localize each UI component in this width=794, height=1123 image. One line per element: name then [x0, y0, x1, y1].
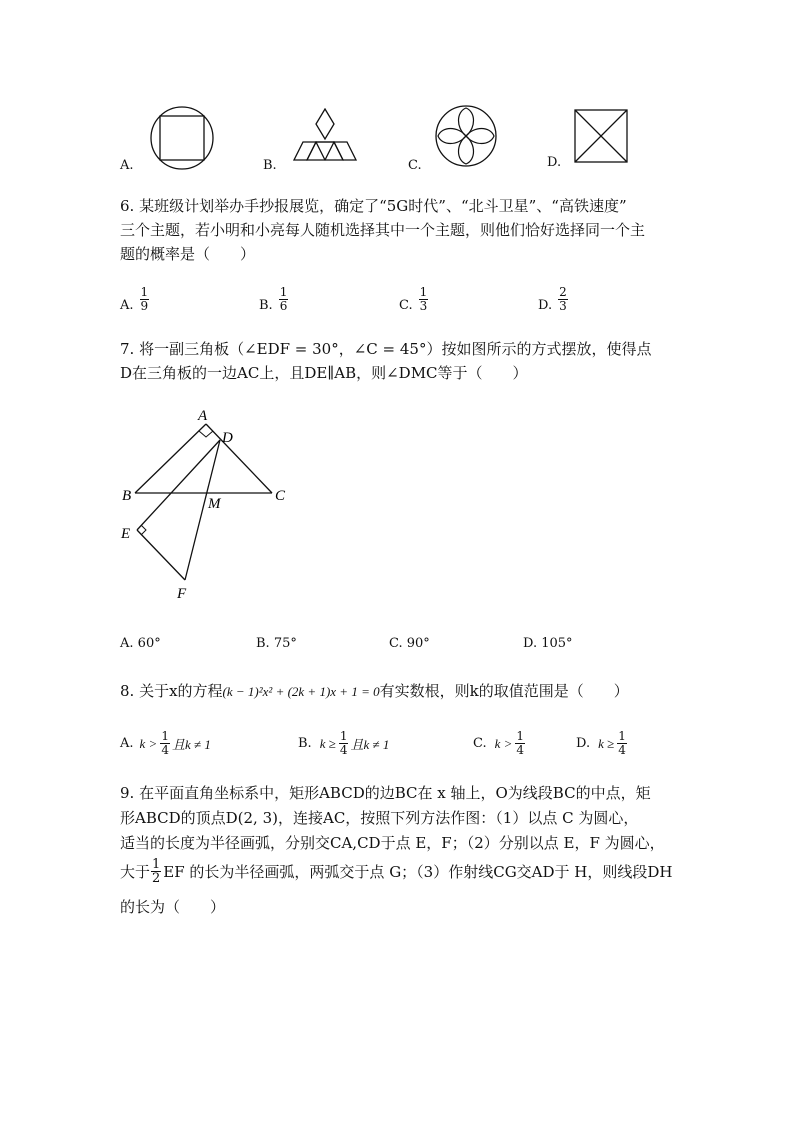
q6-line-2: 三个主题，若小明和小亮每人随机选择其中一个主题，则他们恰好选择同一个主 [120, 221, 646, 239]
label-b: B [122, 488, 132, 504]
q6-line-3: 题的概率是（ ） [120, 245, 256, 263]
q7-option-b: B. 75° [256, 636, 297, 651]
right-angle-mark-e [141, 525, 146, 535]
segment-ef [137, 530, 185, 580]
q8-option-b: B. k ≥ $\frac{1}{4}$ 且k ≠ 1 [298, 729, 390, 757]
q5-option-c-figure [434, 104, 498, 168]
q7-line-1: 7. 将一副三角板（∠EDF = 30°，∠C = 45°）按如图所示的方式摆放，使得点 [120, 340, 652, 358]
q7-option-d: D. 105° [523, 636, 573, 651]
q6-option-c: C. $\frac{1}{3}$ [399, 285, 428, 313]
q8-option-a: A. k > $\frac{1}{4}$ 且k ≠ 1 [120, 729, 211, 757]
q9-line-5: 的长为（ ） [120, 898, 226, 916]
label-d: D [222, 430, 233, 446]
q8-option-c: C. k > $\frac{1}{4}$ [473, 729, 525, 757]
q5-option-b-figure [292, 108, 358, 164]
q6-option-b: B. $\frac{1}{6}$ [259, 285, 288, 313]
q6-option-a: A. $\frac{1}{9}$ [120, 285, 149, 313]
label-f: F [177, 586, 187, 602]
label-c: C [275, 488, 286, 504]
q9-line-4: 大于 $\frac{1}{2}$ EF 的长为半径画弧，两弧交于点 G；（3）作射线CG交AD于 H，则线段DH [120, 857, 673, 886]
q8-stem: 8. 关于x的方程(k − 1)²x² + (2k + 1)x + 1 = 0有实数根，则k的取值范围是（ ） [120, 682, 629, 700]
q6-option-a-fraction: $\frac{1}{9}$ [140, 285, 149, 313]
segment-de [137, 440, 220, 530]
q5-option-c-label: C. [408, 158, 422, 173]
label-e: E [121, 526, 131, 542]
q8-option-d: D. k ≥ $\frac{1}{4}$ [576, 729, 626, 757]
q9-line-1: 9. 在平面直角坐标系中，矩形ABCD的边BC在 x 轴上，O为线段BC的中点，矩 [120, 784, 651, 802]
right-angle-mark-a [199, 431, 213, 437]
q7-triangle-figure [110, 404, 310, 610]
q5-option-b-label: B. [263, 158, 277, 173]
q5-option-d-figure [574, 109, 628, 163]
q8-equation: (k − 1)²x² + (2k + 1)x + 1 = 0 [222, 684, 380, 699]
q7-option-a: A. 60° [120, 636, 161, 651]
q6-option-d-fraction: $\frac{2}{3}$ [559, 285, 567, 313]
q6-option-d: D. $\frac{2}{3}$ [538, 285, 567, 313]
q5-option-d-label: D. [547, 155, 562, 170]
q9-line-3: 适当的长度为半径画弧，分别交CA,CD于点 E，F；（2）分别以点 E，F 为圆心， [120, 834, 665, 852]
segment-ab [135, 424, 206, 493]
q7-option-c: C. 90° [389, 636, 430, 651]
q9-line-2: 形ABCD的顶点D(2, 3)，连接AC，按照下列方法作图：（1）以点 C 为圆心， [120, 809, 639, 827]
q6-line-1: 6. 某班级计划举办手抄报展览，确定了“5G时代”、“北斗卫星”、“高铁速度” [120, 197, 627, 215]
label-a: A [198, 408, 208, 424]
q7-line-2: D在三角板的一边AC上，且DE∥AB，则∠DMC等于（ ） [120, 364, 528, 382]
q6-option-b-fraction: $\frac{1}{6}$ [279, 285, 288, 313]
q5-option-a-figure [148, 104, 216, 172]
q5-option-a-label: A. [120, 158, 134, 173]
label-m: M [208, 496, 221, 512]
q6-option-c-fraction: $\frac{1}{3}$ [419, 285, 428, 313]
